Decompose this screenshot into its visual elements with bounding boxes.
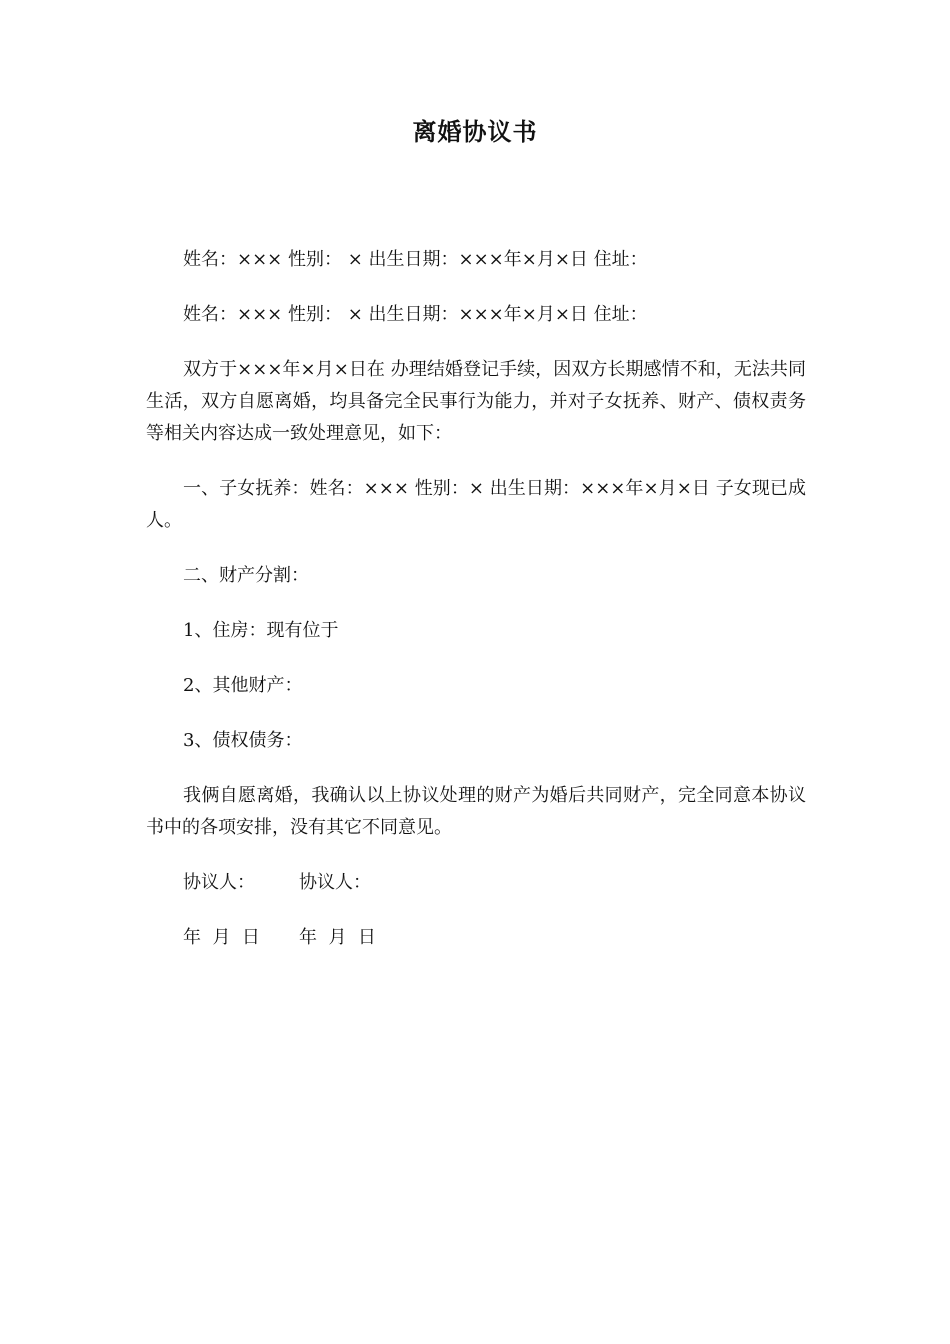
party-1-info: 姓名：××× 性别： × 出生日期：×××年×月×日 住址： — [183, 249, 648, 270]
intro-paragraph: 双方于×××年×月×日在 办理结婚登记手续，因双方长期感情不和，无法共同生活，双方自愿离婚，均具备完全民事行为能力，并对子女抚养、财产、债权责务等相关内容达成一致处理意见，如下： — [146, 359, 806, 444]
child-custody-paragraph: 一、子女抚养：姓名：××× 性别：× 出生日期：×××年×月×日 子女现已成人。 — [146, 478, 806, 531]
document-body — [146, 244, 806, 977]
document-title: 离婚协议书 — [412, 117, 538, 146]
date-row — [146, 922, 806, 954]
party-2-info: 姓名：××× 性别： × 出生日期：×××年×月×日 住址： — [183, 304, 648, 325]
signatory-label-2: 协议人： — [299, 872, 371, 893]
date-2: 年 月 日 — [299, 927, 376, 948]
confirmation-paragraph: 我俩自愿离婚，我确认以上协议处理的财产为婚后共同财产，完全同意本协议书中的各项安排，没有其它不同意见。 — [146, 785, 806, 838]
property-heading: 二、财产分割： — [183, 565, 309, 586]
date-1: 年 月 日 — [183, 927, 260, 948]
debts-item: 3、债权债务： — [183, 730, 303, 751]
signatory-label-1: 协议人： — [183, 872, 255, 893]
signatory-row — [146, 867, 806, 899]
housing-item: 1、住房：现有位于 — [183, 620, 339, 641]
other-property-item: 2、其他财产： — [183, 675, 303, 696]
